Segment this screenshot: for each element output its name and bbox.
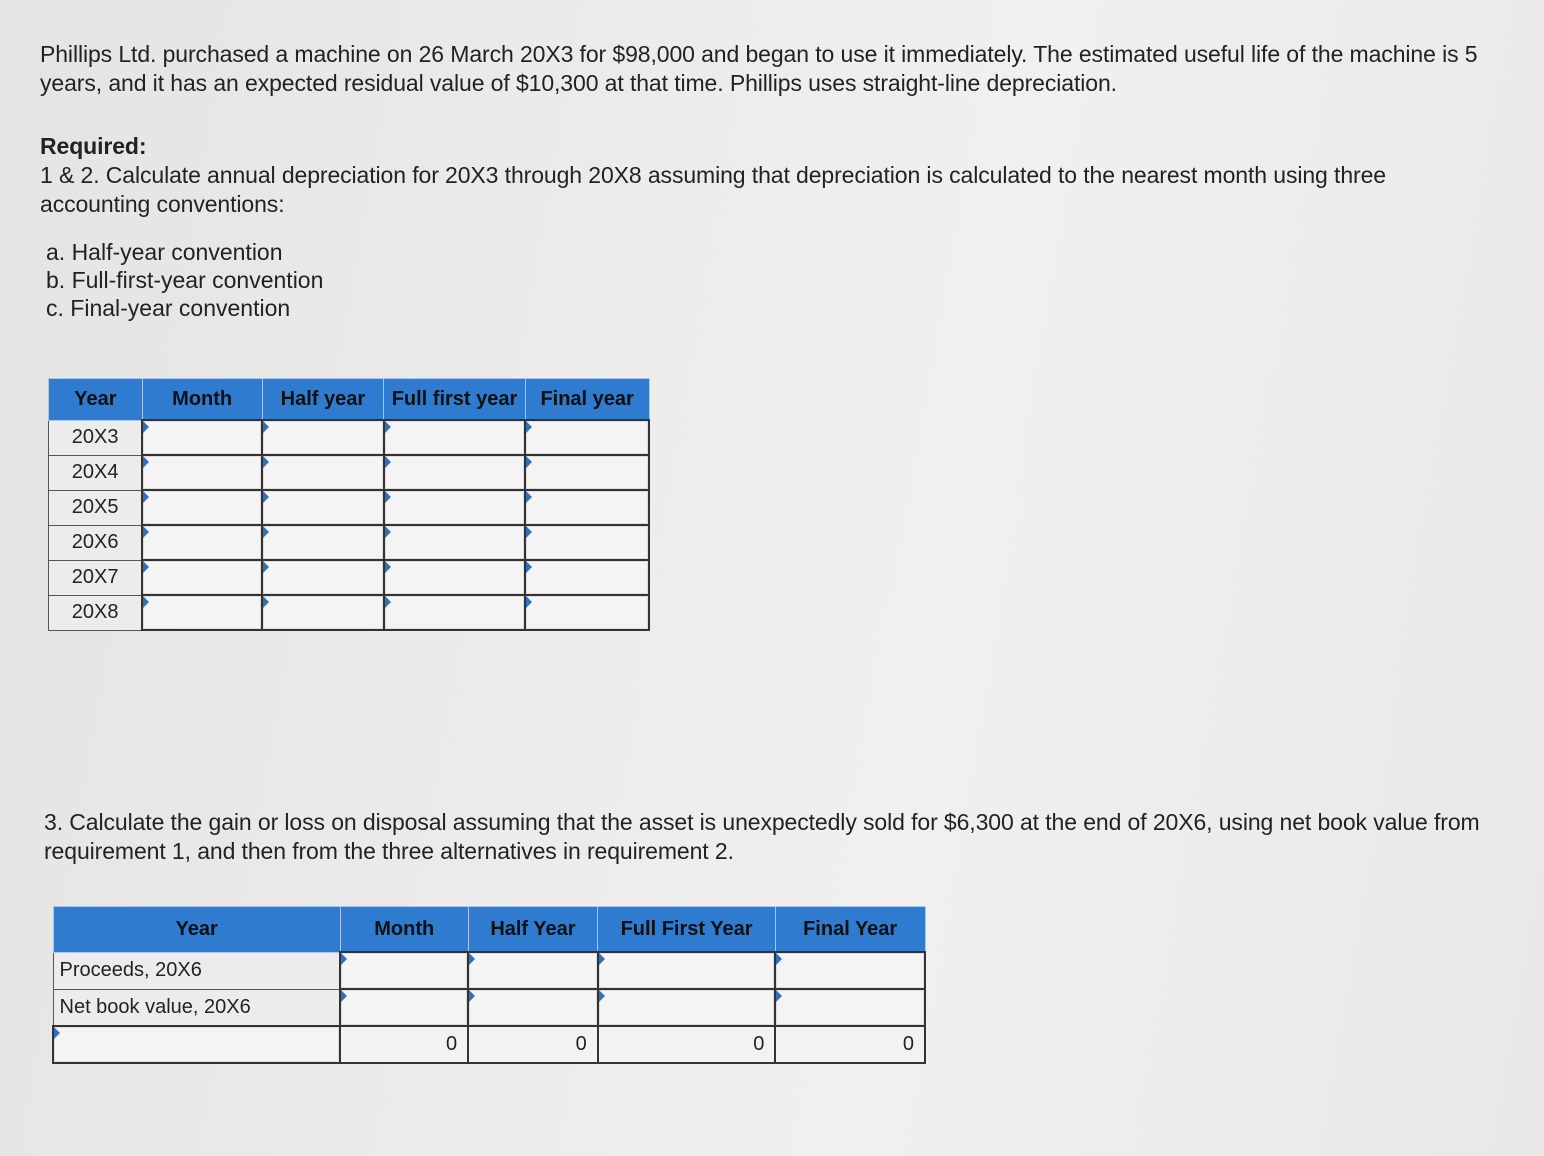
- final-year-input[interactable]: [525, 560, 649, 595]
- col-header-year: Year: [53, 907, 340, 953]
- full-first-year-input[interactable]: [384, 490, 526, 525]
- convention-item: b. Full-first-year convention: [46, 267, 324, 293]
- conventions-list: [46, 238, 323, 322]
- half-year-input[interactable]: [468, 952, 598, 989]
- required-section: [40, 132, 1500, 219]
- final-year-input[interactable]: [525, 490, 649, 525]
- depreciation-table: [48, 378, 650, 631]
- table-row: [49, 420, 650, 455]
- gain-loss-label-input[interactable]: [53, 1026, 340, 1063]
- full-first-year-input[interactable]: [598, 989, 776, 1026]
- table-row: [53, 952, 925, 989]
- col-header-half-year: Half Year: [468, 907, 598, 953]
- full-first-year-input[interactable]: [384, 560, 526, 595]
- half-year-input[interactable]: [262, 420, 384, 455]
- month-input[interactable]: [340, 952, 468, 989]
- table-row: [49, 525, 650, 560]
- table-header-row: [49, 379, 650, 421]
- row-label-year: 20X4: [49, 455, 143, 490]
- month-input[interactable]: [340, 989, 468, 1026]
- table-header-row: [53, 907, 925, 953]
- col-header-final-year: Final year: [525, 379, 649, 421]
- full-first-year-input[interactable]: [384, 525, 526, 560]
- full-first-year-input[interactable]: [384, 595, 526, 630]
- row-label-year: 20X3: [49, 420, 143, 455]
- row-label-proceeds: Proceeds, 20X6: [53, 952, 340, 989]
- half-year-input[interactable]: [262, 560, 384, 595]
- month-input[interactable]: [142, 595, 262, 630]
- full-first-year-input[interactable]: [384, 420, 526, 455]
- row-label-year: 20X8: [49, 595, 143, 630]
- convention-item: a. Half-year convention: [46, 239, 283, 265]
- final-year-input[interactable]: [525, 595, 649, 630]
- problem-intro: Phillips Ltd. purchased a machine on 26 March 20X3 for $98,000 and began to use it immediately. The estimated useful life of the machine is 5 years, and it has an expected residual value of $10,300 at that time. Phillips uses straight-line depreciation.: [40, 41, 1478, 96]
- row-label-year: 20X7: [49, 560, 143, 595]
- row-label-year: 20X5: [49, 490, 143, 525]
- convention-item: c. Final-year convention: [46, 295, 291, 321]
- month-input[interactable]: [142, 560, 262, 595]
- col-header-month: Month: [142, 379, 262, 421]
- table-row: [53, 989, 925, 1026]
- col-header-full-first-year: Full First Year: [598, 907, 776, 953]
- final-year-total: 0: [775, 1026, 925, 1063]
- final-year-input[interactable]: [525, 525, 649, 560]
- required-text: 1 & 2. Calculate annual depreciation for 20X3 through 20X8 assuming that depreciation is calculated to the nearest month using three accounting conventions:: [40, 162, 1386, 217]
- half-year-total: 0: [468, 1026, 598, 1063]
- col-header-year: Year: [49, 379, 143, 421]
- table-row: [49, 560, 650, 595]
- table-row: [49, 455, 650, 490]
- final-year-input[interactable]: [525, 455, 649, 490]
- disposal-table: [52, 906, 926, 1064]
- month-total: 0: [340, 1026, 468, 1063]
- col-header-half-year: Half year: [262, 379, 384, 421]
- month-input[interactable]: [142, 525, 262, 560]
- half-year-input[interactable]: [262, 595, 384, 630]
- half-year-input[interactable]: [468, 989, 598, 1026]
- table-row: [49, 490, 650, 525]
- full-first-year-total: 0: [598, 1026, 776, 1063]
- month-input[interactable]: [142, 490, 262, 525]
- col-header-full-first-year: Full first year: [384, 379, 526, 421]
- required-heading: Required:: [40, 133, 147, 159]
- full-first-year-input[interactable]: [598, 952, 776, 989]
- full-first-year-input[interactable]: [384, 455, 526, 490]
- table-row-total: [53, 1026, 925, 1063]
- col-header-final-year: Final Year: [775, 907, 925, 953]
- row-label-year: 20X6: [49, 525, 143, 560]
- month-input[interactable]: [142, 420, 262, 455]
- half-year-input[interactable]: [262, 455, 384, 490]
- month-input[interactable]: [142, 455, 262, 490]
- half-year-input[interactable]: [262, 490, 384, 525]
- table-row: [49, 595, 650, 630]
- half-year-input[interactable]: [262, 525, 384, 560]
- final-year-input[interactable]: [775, 989, 925, 1026]
- row-label-net-book-value: Net book value, 20X6: [53, 989, 340, 1026]
- final-year-input[interactable]: [775, 952, 925, 989]
- final-year-input[interactable]: [525, 420, 649, 455]
- requirement-3-text: 3. Calculate the gain or loss on disposal assuming that the asset is unexpectedly sold for $6,300 at the end of 20X6, using net book value from requirement 1, and then from the three alternatives in requirement 2.: [44, 809, 1480, 864]
- col-header-month: Month: [340, 907, 468, 953]
